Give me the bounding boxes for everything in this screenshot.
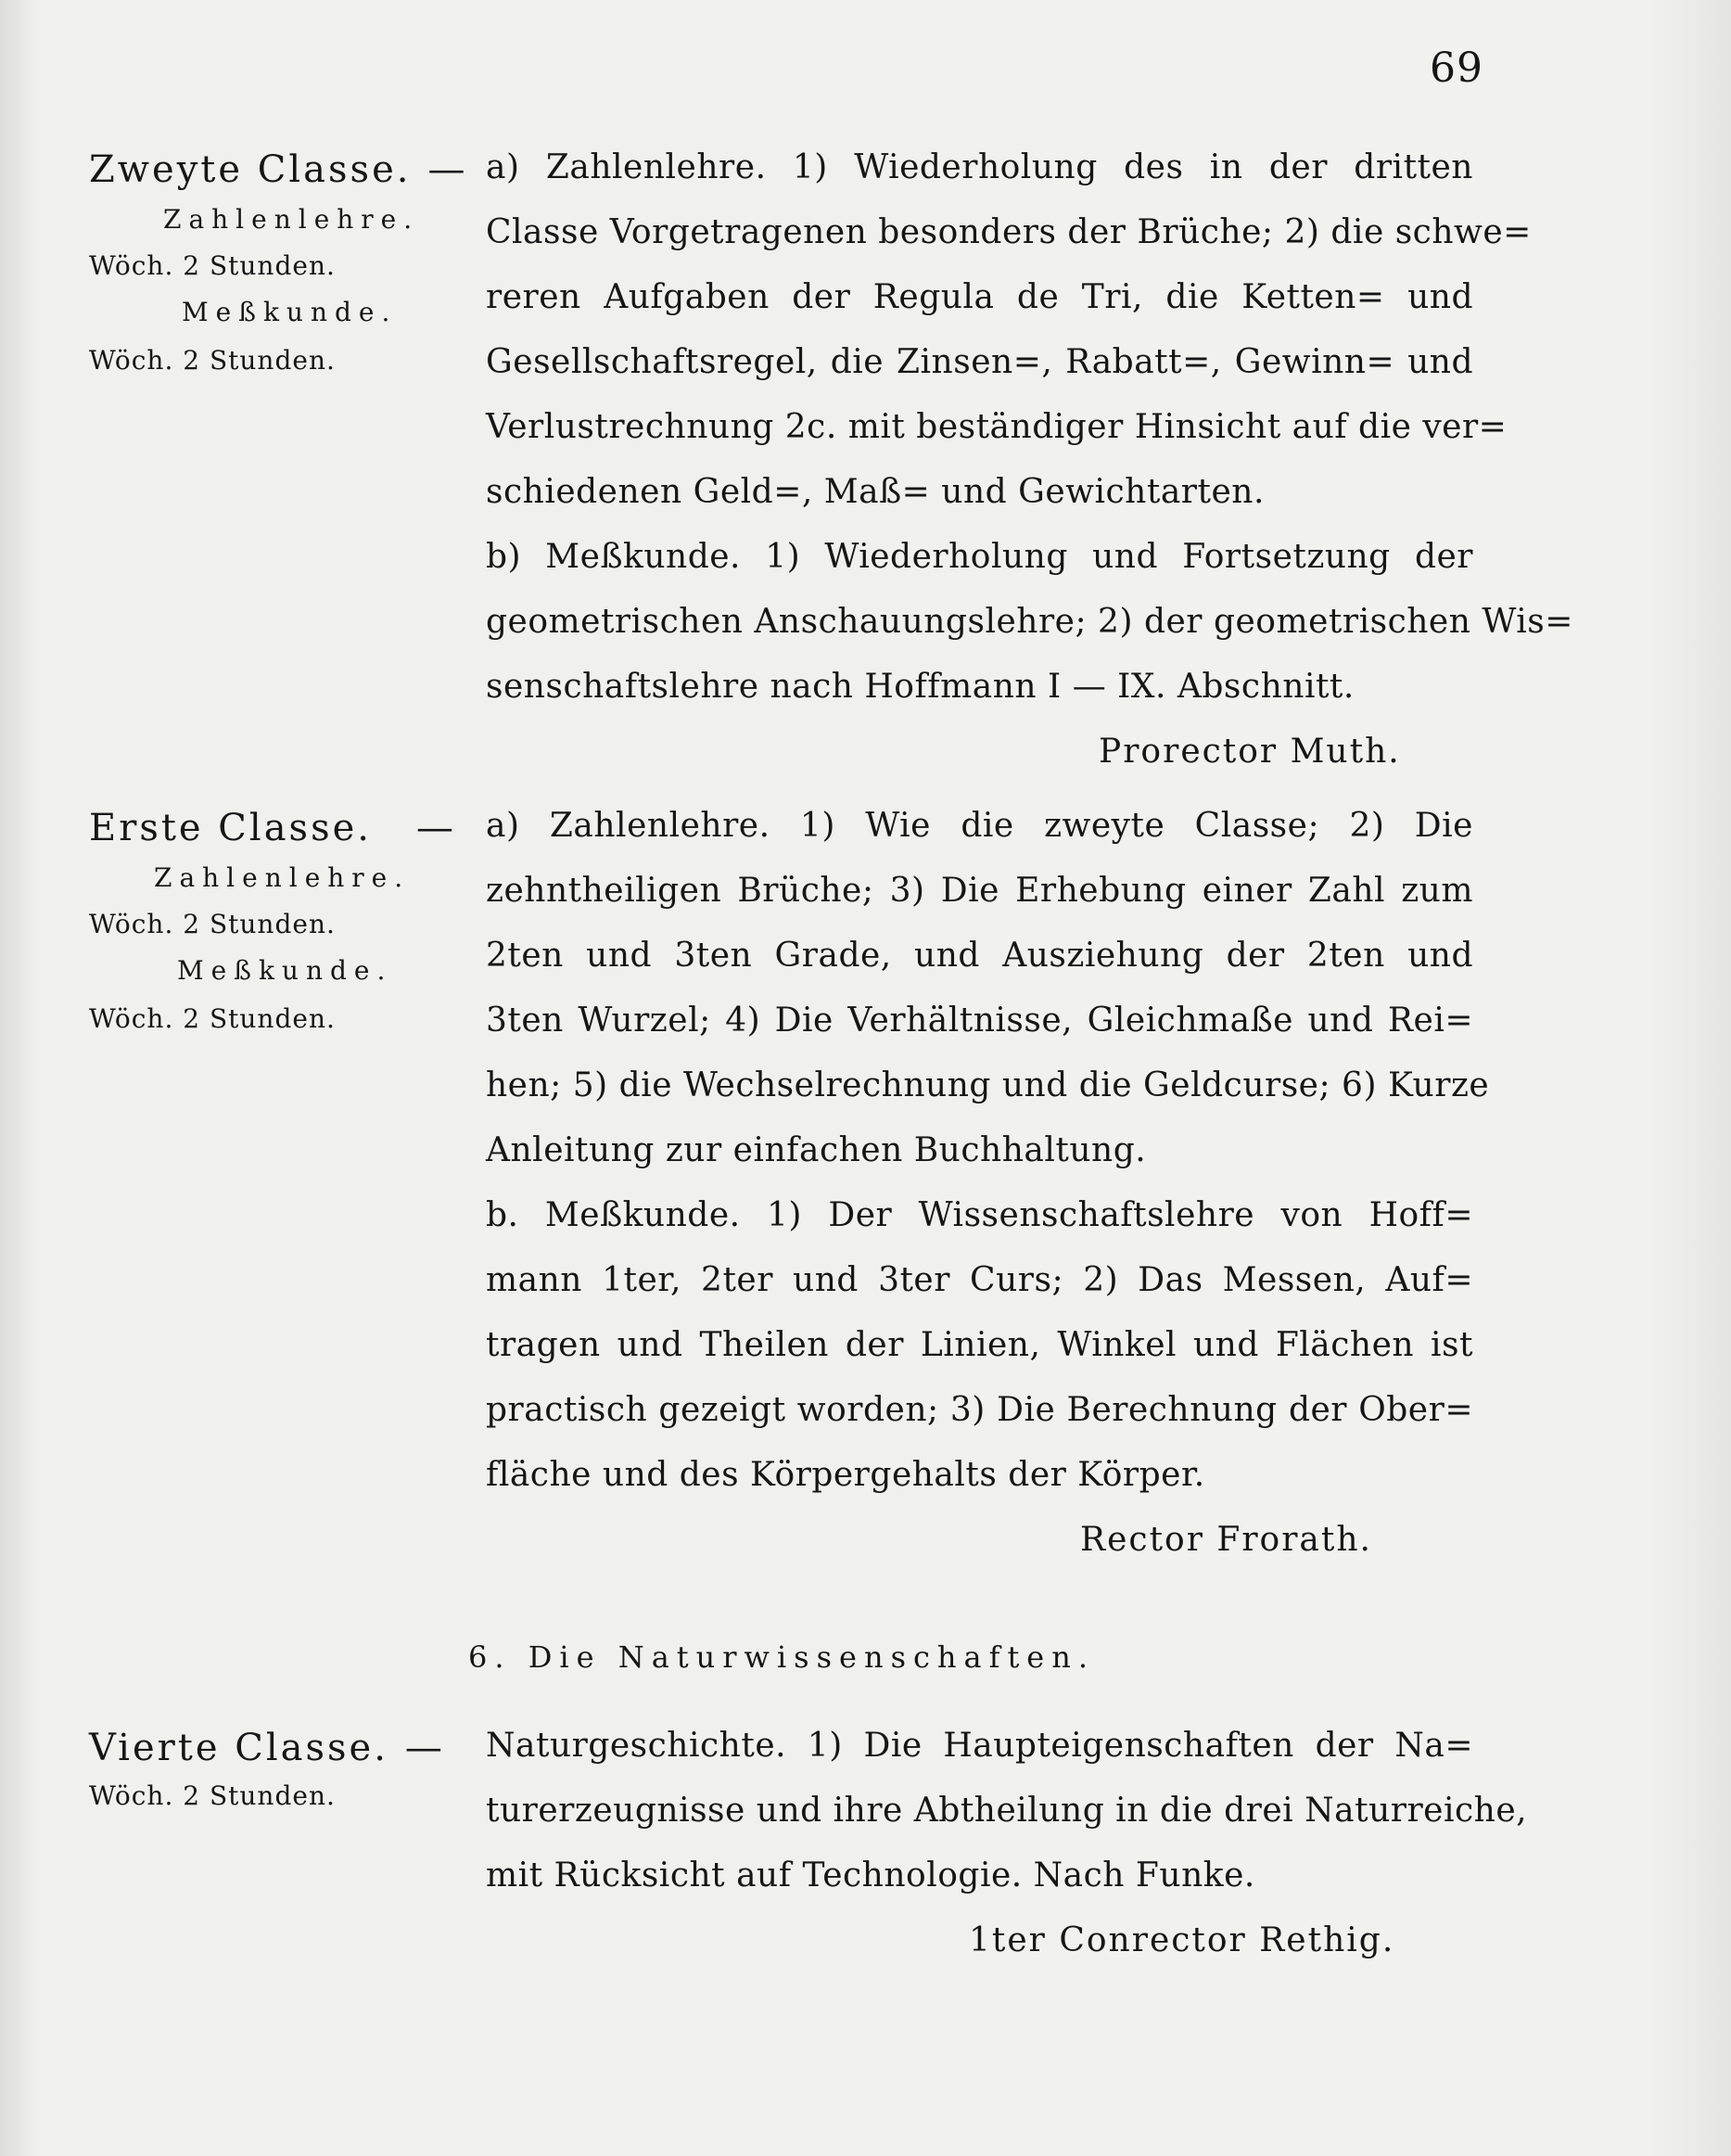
text-line: Gesellschaftsregel, die Zinsen=, Rabatt=, Gewinn= und [486,343,1473,381]
text-line: Naturgeschichte. 1) Die Haupteigenschaften der Na= [486,1727,1473,1765]
text-line: geometrischen Anschauungslehre; 2) der geometrischen Wis= [486,603,1573,641]
side-note: Wöch. 2 Stunden. [89,1780,336,1811]
class-title-text: Vierte Classe. [89,1727,388,1769]
text-line: hen; 5) die Wechselrechnung und die Geldcurse; 6) Kurze [486,1066,1490,1104]
text-line: Verlustrechnung 2c. mit beständiger Hinsicht auf die ver= [486,408,1508,446]
signature-teacher: 1ter Conrector Rethig. [969,1921,1395,1959]
class-title [89,807,456,849]
class-title [89,148,467,191]
side-note: Wöch. 2 Stunden. [89,1003,336,1034]
text-line: reren Aufgaben der Regula de Tri, die Ketten= und [486,278,1473,316]
text-line: schiedenen Geld=, Maß= und Gewichtarten. [486,473,1265,511]
text-line: zehntheiligen Brüche; 3) Die Erhebung einer Zahl zum [486,872,1473,910]
side-note: Meßkunde. [182,297,398,327]
text-line: b) Meßkunde. 1) Wiederholung und Fortsetzung der [486,538,1473,576]
text-line: fläche und des Körpergehalts der Körper. [486,1456,1205,1494]
class-title-text: Erste Classe. [89,807,372,849]
signature-teacher: Rector Frorath. [1080,1521,1372,1559]
side-note: Wöch. 2 Stunden. [89,250,336,281]
em-dash: — [416,807,456,849]
side-note: Zahlenlehre. [154,862,411,893]
text-line: 3ten Wurzel; 4) Die Verhältnisse, Gleichmaße und Rei= [486,1001,1473,1040]
text-line: turerzeugnisse und ihre Abtheilung in die drei Naturreiche, [486,1792,1528,1830]
text-line: senschaftslehre nach Hoffmann I — IX. Abschnitt. [486,668,1355,706]
text-line: mann 1ter, 2ter und 3ter Curs; 2) Das Messen, Auf= [486,1261,1473,1299]
side-note: Wöch. 2 Stunden. [89,909,336,939]
side-note: Zahlenlehre. [163,204,420,235]
class-title [89,1727,445,1769]
text-line: Anleitung zur einfachen Buchhaltung. [486,1131,1147,1169]
text-line: practisch gezeigt worden; 3) Die Berechnung der Ober= [486,1391,1473,1429]
section-heading: 6. Die Naturwissenschaften. [468,1639,1096,1675]
side-note: Wöch. 2 Stunden. [89,345,336,376]
signature-teacher: Prorector Muth. [1099,733,1401,771]
side-note: Meßkunde. [177,955,393,986]
text-line: 2ten und 3ten Grade, und Ausziehung der 2ten und [486,937,1473,975]
em-dash: — [427,148,468,191]
page-number: 69 [1430,45,1483,92]
text-line: mit Rücksicht auf Technologie. Nach Funke. [486,1856,1255,1894]
text-line: a) Zahlenlehre. 1) Wie die zweyte Classe; 2) Die [486,807,1473,845]
text-line: a) Zahlenlehre. 1) Wiederholung des in der dritten [486,148,1473,186]
text-line: Classe Vorgetragenen besonders der Brüche; 2) die schwe= [486,213,1532,251]
text-line: tragen und Theilen der Linien, Winkel und Flächen ist [486,1326,1473,1364]
class-title-text: Zweyte Classe. [89,148,412,191]
em-dash: — [404,1727,445,1769]
text-line: b. Meßkunde. 1) Der Wissenschaftslehre von Hoff= [486,1196,1473,1234]
